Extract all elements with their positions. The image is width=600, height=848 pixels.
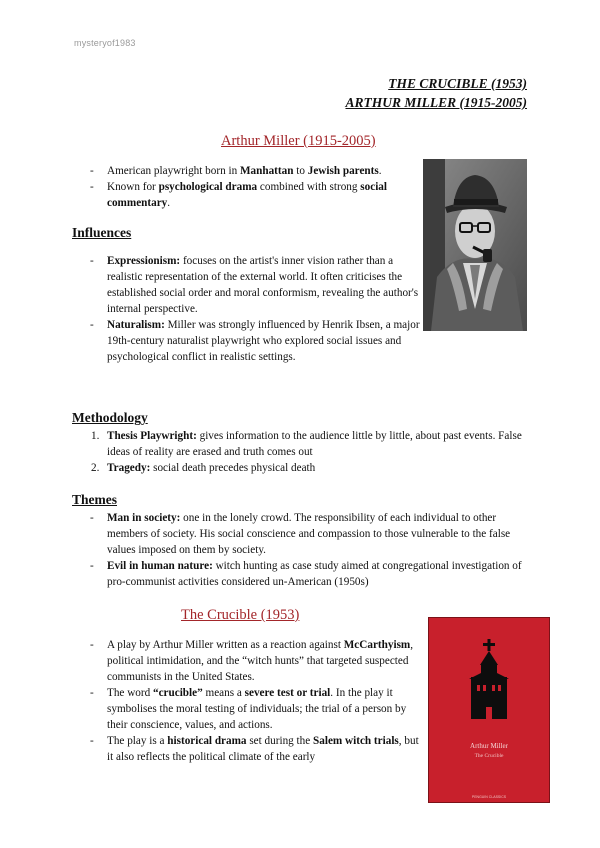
bold-term: Jewish parents bbox=[307, 165, 379, 177]
item-text bbox=[107, 558, 530, 590]
title-line-2: ARTHUR MILLER (1915-2005) bbox=[345, 95, 527, 110]
item-text bbox=[107, 460, 530, 476]
section-heading-influences: Influences bbox=[72, 225, 132, 240]
text-run: set during the bbox=[246, 735, 314, 747]
text-run: to bbox=[293, 165, 308, 177]
bullet-marker: - bbox=[90, 165, 94, 177]
numbered-item bbox=[72, 460, 530, 476]
text-run: The play is a bbox=[107, 735, 168, 747]
section-heading-methodology: Methodology bbox=[72, 410, 148, 425]
item-text bbox=[107, 253, 422, 317]
text-run: . bbox=[378, 165, 382, 177]
bold-term: social commentary bbox=[107, 181, 388, 209]
section-heading-miller: Arthur Miller (1915-2005) bbox=[221, 133, 376, 149]
item-text bbox=[107, 637, 422, 685]
crucible-book-cover bbox=[428, 617, 550, 803]
item-text bbox=[107, 733, 422, 765]
miller-bullets bbox=[72, 163, 422, 211]
bold-term: “crucible” bbox=[152, 687, 203, 699]
text-run: The word bbox=[107, 687, 153, 699]
bullet-item bbox=[72, 637, 422, 685]
bold-term: Evil in human nature: bbox=[107, 560, 213, 572]
text-run: Known for bbox=[107, 181, 159, 193]
bullet-item bbox=[72, 163, 422, 179]
bullet-item bbox=[72, 558, 530, 590]
bullet-marker: - bbox=[90, 735, 94, 747]
cover-author: Arthur Miller bbox=[470, 742, 508, 750]
bold-term: Naturalism: bbox=[107, 319, 165, 331]
text-run: witch hunting as case study aimed at congregational investigation of pro-communist activities considered un-American (1950s) bbox=[107, 560, 522, 588]
bold-term: Salem witch trials bbox=[313, 735, 399, 747]
bullet-marker: - bbox=[90, 560, 94, 572]
influences-bullets bbox=[72, 253, 422, 365]
themes-bullets bbox=[72, 510, 530, 590]
arthur-miller-photo bbox=[423, 159, 527, 331]
bold-term: Thesis Playwright: bbox=[107, 430, 197, 442]
methodology-list bbox=[72, 428, 530, 476]
text-run: , political intimidation, and the “witch hunts” that targeted suspected communists in the United States. bbox=[107, 639, 414, 683]
bullet-item bbox=[72, 253, 422, 317]
item-text bbox=[107, 163, 422, 179]
bullet-item bbox=[72, 317, 422, 365]
item-text bbox=[107, 428, 530, 460]
section-heading-themes: Themes bbox=[72, 492, 117, 507]
document-title bbox=[345, 74, 527, 112]
text-run: gives information to the audience little by little, about past events. False ideas of reality are erased and truth comes out bbox=[107, 430, 522, 458]
numbered-item bbox=[72, 428, 530, 460]
item-text bbox=[107, 685, 422, 733]
list-number: 2. bbox=[91, 462, 100, 474]
item-text bbox=[107, 317, 422, 365]
text-run: social death precedes physical death bbox=[150, 462, 316, 474]
bullet-marker: - bbox=[90, 181, 94, 193]
bullet-item bbox=[72, 685, 422, 733]
bold-term: historical drama bbox=[167, 735, 247, 747]
bullet-item bbox=[72, 733, 422, 765]
text-run: . bbox=[167, 197, 171, 209]
bullet-marker: - bbox=[90, 319, 94, 331]
bullet-marker: - bbox=[90, 639, 94, 651]
list-number: 1. bbox=[91, 430, 100, 442]
bold-term: McCarthyism bbox=[343, 639, 411, 651]
bullet-marker: - bbox=[90, 255, 94, 267]
cover-title: The Crucible bbox=[474, 753, 504, 759]
item-text bbox=[107, 510, 530, 558]
text-run: , but it also reflects the political climate of the early bbox=[107, 735, 419, 763]
text-run: one in the lonely crowd. The responsibility of each individual to other members of society. His social conscience and compassion to those vulnerable to the false values imposed on them by society. bbox=[107, 512, 511, 556]
bullet-item bbox=[72, 179, 422, 211]
section-heading-crucible: The Crucible (1953) bbox=[181, 607, 300, 623]
cover-publisher: PENGUIN CLASSICS bbox=[471, 795, 507, 799]
text-run: A play by Arthur Miller written as a reaction against bbox=[107, 639, 344, 651]
bold-term: Expressionism: bbox=[107, 255, 181, 267]
bold-term: severe test or trial bbox=[244, 687, 331, 699]
text-run: focuses on the artist's inner vision rather than a realistic representation of the external world. It often criticises the established social order and moral conformism, revealing the author's internal perspective. bbox=[107, 255, 419, 315]
bullet-marker: - bbox=[90, 512, 94, 524]
bullet-item bbox=[72, 510, 530, 558]
text-run: means a bbox=[202, 687, 245, 699]
text-run: . In the play it symbolises the moral testing of individuals; the trial of a person by their conscience, values, and actions. bbox=[107, 687, 407, 731]
bold-term: Manhattan bbox=[239, 165, 294, 177]
title-line-1: THE CRUCIBLE (1953) bbox=[388, 76, 527, 91]
bold-term: psychological drama bbox=[158, 181, 258, 193]
text-run: Miller was strongly influenced by Henrik Ibsen, a major 19th-century naturalist playwright who explored social issues and psychological conflict in realistic settings. bbox=[107, 319, 420, 363]
text-run: combined with strong bbox=[257, 181, 361, 193]
text-run: American playwright born in bbox=[107, 165, 240, 177]
crucible-bullets bbox=[72, 637, 422, 765]
bold-term: Man in society: bbox=[107, 512, 181, 524]
bullet-marker: - bbox=[90, 687, 94, 699]
watermark: mysteryof1983 bbox=[74, 38, 136, 48]
bold-term: Tragedy: bbox=[107, 462, 151, 474]
item-text bbox=[107, 179, 422, 211]
